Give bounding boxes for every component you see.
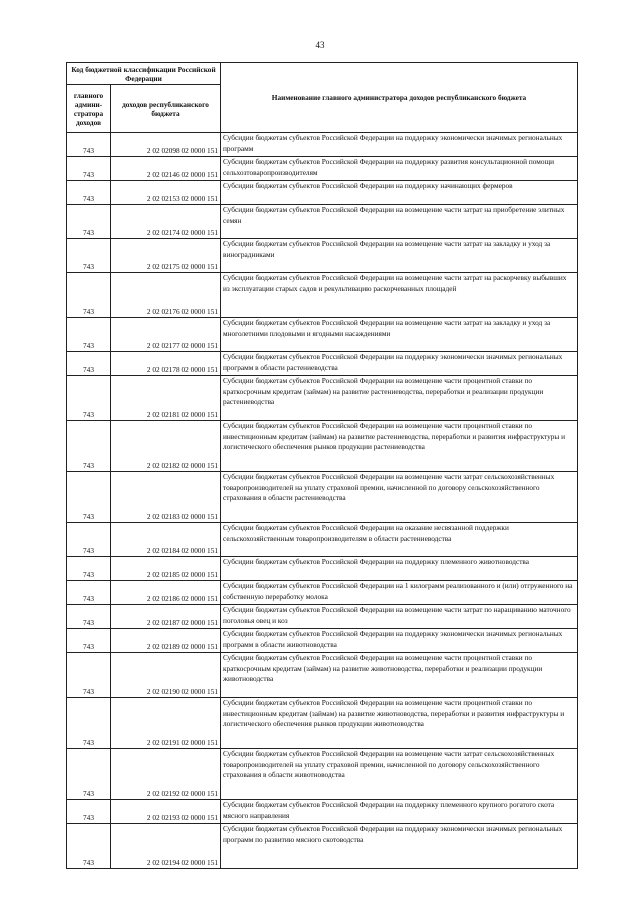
income-code-cell: 2 02 02146 02 0000 151	[111, 157, 221, 181]
table-row	[67, 824, 578, 869]
table-row	[67, 698, 578, 749]
header-group: Код бюджетной классификации Российской Федерации	[67, 63, 221, 85]
admin-code-cell: 743	[67, 205, 111, 239]
income-name-cell: Субсидии бюджетам субъектов Российской Федерации на 1 килограмм реализованного и (или) отгруженного на собственную переработку молока	[221, 581, 578, 605]
table-row	[67, 318, 578, 352]
income-code-cell: 2 02 02187 02 0000 151	[111, 605, 221, 629]
income-name-cell: Субсидии бюджетам субъектов Российской Федерации на поддержку начинающих фермеров	[221, 181, 578, 205]
table-row	[67, 749, 578, 800]
table-row	[67, 205, 578, 239]
admin-code-cell: 743	[67, 605, 111, 629]
income-code-cell: 2 02 02183 02 0000 151	[111, 472, 221, 523]
admin-code-cell: 743	[67, 800, 111, 824]
income-name-cell: Субсидии бюджетам субъектов Российской Федерации на возмещение части затрат на закладку и уход за виноградниками	[221, 239, 578, 273]
income-code-cell: 2 02 02178 02 0000 151	[111, 352, 221, 376]
income-code-cell: 2 02 02186 02 0000 151	[111, 581, 221, 605]
admin-code-cell: 743	[67, 749, 111, 800]
income-name-cell: Субсидии бюджетам субъектов Российской Федерации на возмещение части затрат сельскохозяйственных товаропроизводителей на уплату страховой премии, начисленной по договору сельскохозяйственного страхования в области животноводства	[221, 749, 578, 800]
admin-code-cell: 743	[67, 653, 111, 698]
table-row	[67, 181, 578, 205]
income-name-cell: Субсидии бюджетам субъектов Российской Федерации на поддержку племенного животноводства	[221, 557, 578, 581]
admin-code-cell: 743	[67, 557, 111, 581]
admin-code-cell: 743	[67, 629, 111, 653]
income-code-cell: 2 02 02177 02 0000 151	[111, 318, 221, 352]
admin-code-cell: 743	[67, 472, 111, 523]
table-row	[67, 157, 578, 181]
table-row	[67, 421, 578, 472]
income-code-cell: 2 02 02193 02 0000 151	[111, 800, 221, 824]
income-code-cell: 2 02 02182 02 0000 151	[111, 421, 221, 472]
admin-code-cell: 743	[67, 523, 111, 557]
income-code-cell: 2 02 02190 02 0000 151	[111, 653, 221, 698]
table-body	[67, 133, 578, 869]
admin-code-cell: 743	[67, 239, 111, 273]
table-row	[67, 239, 578, 273]
admin-code-cell: 743	[67, 376, 111, 421]
income-code-cell: 2 02 02194 02 0000 151	[111, 824, 221, 869]
admin-code-cell: 743	[67, 581, 111, 605]
income-name-cell: Субсидии бюджетам субъектов Российской Федерации на поддержку племенного крупного рогатого скота мясного направления	[221, 800, 578, 824]
table-row	[67, 581, 578, 605]
header-name: Наименование главного администратора доходов республиканского бюджета	[221, 63, 578, 133]
admin-code-cell: 743	[67, 421, 111, 472]
header-admin: главного админи-стратора доходов	[67, 85, 111, 133]
table-row	[67, 133, 578, 157]
table-row	[67, 605, 578, 629]
admin-code-cell: 743	[67, 824, 111, 869]
table-row	[67, 273, 578, 318]
income-code-cell: 2 02 02176 02 0000 151	[111, 273, 221, 318]
table-row	[67, 800, 578, 824]
table-row	[67, 629, 578, 653]
income-name-cell: Субсидии бюджетам субъектов Российской Федерации на возмещение части затрат на приобретение элитных семян	[221, 205, 578, 239]
income-name-cell: Субсидии бюджетам субъектов Российской Федерации на возмещение части процентной ставки по краткосрочным кредитам (займам) на развитие растениеводства, переработки и реализации продукции растениеводства	[221, 376, 578, 421]
income-code-cell: 2 02 02191 02 0000 151	[111, 698, 221, 749]
table-row	[67, 653, 578, 698]
table-row	[67, 472, 578, 523]
income-name-cell: Субсидии бюджетам субъектов Российской Федерации на поддержку экономически значимых региональных программ	[221, 133, 578, 157]
income-code-cell: 2 02 02098 02 0000 151	[111, 133, 221, 157]
admin-code-cell: 743	[67, 698, 111, 749]
budget-classification-table	[66, 62, 578, 869]
table-row	[67, 523, 578, 557]
admin-code-cell: 743	[67, 352, 111, 376]
income-code-cell: 2 02 02192 02 0000 151	[111, 749, 221, 800]
income-name-cell: Субсидии бюджетам субъектов Российской Федерации на оказание несвязанной поддержки сельскохозяйственным товаропроизводителям в области растениеводства	[221, 523, 578, 557]
admin-code-cell: 743	[67, 273, 111, 318]
admin-code-cell: 743	[67, 318, 111, 352]
page-number: 43	[315, 40, 325, 50]
income-name-cell: Субсидии бюджетам субъектов Российской Федерации на возмещение части процентной ставки по краткосрочным кредитам (займам) на развитие животноводства, переработки и реализации продукции животноводства	[221, 653, 578, 698]
admin-code-cell: 743	[67, 181, 111, 205]
income-code-cell: 2 02 02189 02 0000 151	[111, 629, 221, 653]
income-code-cell: 2 02 02184 02 0000 151	[111, 523, 221, 557]
income-name-cell: Субсидии бюджетам субъектов Российской Федерации на возмещение части процентной ставки по инвестиционным кредитам (займам) на развитие растениеводства, переработки и развития инфраструктуры и логистического обеспечения рынков продукции растениеводства	[221, 421, 578, 472]
income-code-cell: 2 02 02175 02 0000 151	[111, 239, 221, 273]
income-name-cell: Субсидии бюджетам субъектов Российской Федерации на поддержку экономически значимых региональных программ в области растениеводства	[221, 352, 578, 376]
header-code: доходов республиканского бюджета	[111, 85, 221, 133]
admin-code-cell: 743	[67, 133, 111, 157]
income-name-cell: Субсидии бюджетам субъектов Российской Федерации на возмещение части затрат сельскохозяйственных товаропроизводителей на уплату страховой премии, начисленной по договору сельскохозяйственного страхования в области растениеводства	[221, 472, 578, 523]
income-name-cell: Субсидии бюджетам субъектов Российской Федерации на поддержку экономически значимых региональных программ по развитию мясного скотоводства	[221, 824, 578, 869]
table-row	[67, 352, 578, 376]
table-row	[67, 557, 578, 581]
income-name-cell: Субсидии бюджетам субъектов Российской Федерации на возмещение части затрат на закладку и уход за многолетними плодовыми и ягодными насаждениями	[221, 318, 578, 352]
income-name-cell: Субсидии бюджетам субъектов Российской Федерации на поддержку развития консультационной помощи сельхозтоваропроизводителям	[221, 157, 578, 181]
income-code-cell: 2 02 02185 02 0000 151	[111, 557, 221, 581]
income-name-cell: Субсидии бюджетам субъектов Российской Федерации на возмещение части затрат на раскорчевку выбывших из эксплуатации старых садов и рекультивацию раскорчеванных площадей	[221, 273, 578, 318]
income-name-cell: Субсидии бюджетам субъектов Российской Федерации на возмещение части процентной ставки по инвестиционным кредитам (займам) на развитие животноводства, переработки и развития инфраструктуры и логистического обеспечения рынков продукции животноводства	[221, 698, 578, 749]
admin-code-cell: 743	[67, 157, 111, 181]
income-code-cell: 2 02 02174 02 0000 151	[111, 205, 221, 239]
income-code-cell: 2 02 02153 02 0000 151	[111, 181, 221, 205]
income-code-cell: 2 02 02181 02 0000 151	[111, 376, 221, 421]
income-name-cell: Субсидии бюджетам субъектов Российской Федерации на поддержку экономически значимых региональных программ в области животноводства	[221, 629, 578, 653]
table-row	[67, 376, 578, 421]
income-name-cell: Субсидии бюджетам субъектов Российской Федерации на возмещение части затрат по наращиванию маточного поголовья овец и коз	[221, 605, 578, 629]
